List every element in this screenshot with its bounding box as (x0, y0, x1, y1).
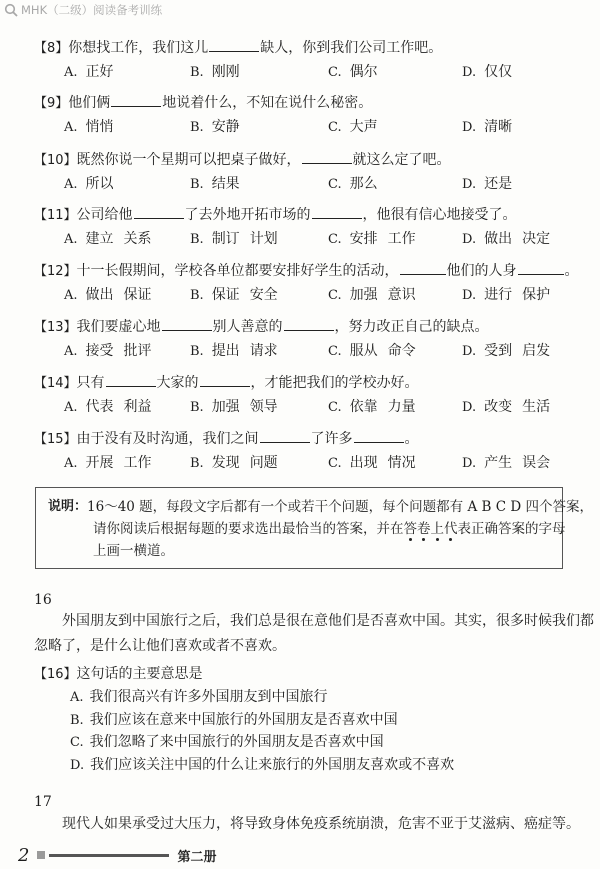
instructions-line: 请你阅读后根据每题的要求选出最恰当的答案，并在答卷上代表正确答案的字母 (93, 521, 566, 537)
question-9 (34, 92, 584, 137)
instructions-label: 说明： (48, 499, 88, 514)
option-a: A. 做出 保证 (64, 287, 152, 303)
option-a: A. 代表 利益 (64, 399, 152, 415)
answer-blank (111, 92, 161, 107)
stem-text: ，他很有信心地接受了。 (362, 207, 517, 223)
option-d: D. 进行 保护 (462, 287, 551, 303)
option-a: A. 所以 (64, 176, 114, 192)
option-b: B. 提出 请求 (190, 343, 278, 359)
stem-text: 了许多 (310, 431, 353, 447)
stem-text: 十一长假期间，学校各单位都要安排好学生的活动， (76, 263, 399, 279)
stem-text: 这句话的主要意思是 (76, 666, 203, 682)
answer-blank (302, 149, 352, 164)
answer-blank (106, 372, 156, 387)
option-d: D. 受到 启发 (462, 343, 551, 359)
stem-text: 。 (404, 431, 419, 447)
option-b: B. 加强 领导 (190, 399, 278, 415)
question-15 (34, 428, 584, 473)
option-a: A. 建立 关系 (64, 231, 152, 247)
answer-blank (162, 316, 212, 331)
question-number: 【16】 (34, 667, 77, 682)
option-b: B. 安静 (190, 119, 240, 135)
question-number: 【12】 (34, 264, 77, 279)
option-b: B. 发现 问题 (190, 455, 278, 471)
stem-text: 大家的 (156, 375, 199, 391)
question-number: 【8】 (34, 41, 69, 56)
passage-line: 忽略了，是什么让他们喜欢或者不喜欢。 (34, 638, 286, 654)
header-title: MHK（二级）阅读备考训练 (21, 3, 163, 17)
stem-text: 由于没有及时沟通，我们之间 (76, 431, 259, 447)
question-11 (34, 204, 584, 249)
stem-text: 了去外地开拓市场的 (184, 207, 311, 223)
stem-text: 我们要虚心地 (76, 319, 161, 335)
option-c: C. 那么 (328, 176, 378, 192)
option-c: C. 安排 工作 (328, 231, 416, 247)
stem-text: ，才能把我们的学校办好。 (250, 375, 419, 391)
option-a: A. 我们很高兴有许多外国朋友到中国旅行 (70, 689, 328, 705)
section-number: 17 (34, 794, 52, 810)
question-number: 【14】 (34, 376, 77, 391)
option-b: B. 保证 安全 (190, 287, 278, 303)
question-number: 【15】 (34, 432, 77, 447)
section-number: 16 (34, 592, 52, 608)
option-a: A. 开展 工作 (64, 455, 152, 471)
passage-17 (34, 812, 594, 837)
option-b: B. 制订 计划 (190, 231, 278, 247)
answer-blank (400, 260, 446, 275)
option-a: A. 正好 (64, 64, 114, 80)
search-logo-icon (4, 3, 18, 17)
question-16 (34, 664, 584, 775)
option-d: D. 清晰 (462, 119, 513, 135)
question-8 (34, 37, 584, 82)
answer-blank (518, 260, 564, 275)
question-number: 【11】 (34, 208, 77, 223)
option-a: A. 接受 批评 (64, 343, 152, 359)
instructions-line: 16～40 题，每段文字后都有一个或若干个问题，每个问题都有 A B C D 四个答案， (87, 499, 593, 515)
page-footer (18, 845, 216, 865)
stem-text: 。 (564, 263, 579, 279)
footer-rule (49, 854, 169, 857)
option-b: B. 结果 (190, 176, 240, 192)
option-d: D. 我们应该关注中国的什么让来旅行的外国朋友喜欢或不喜欢 (70, 756, 455, 773)
answer-blank (209, 37, 259, 52)
answer-blank (260, 428, 310, 443)
question-number: 【13】 (34, 320, 77, 335)
option-d: D. 还是 (462, 176, 513, 192)
answer-blank (134, 204, 184, 219)
footer-marker (37, 851, 45, 859)
stem-text: 公司给他 (76, 207, 133, 223)
option-b: B. 我们应该在意来中国旅行的外国朋友是否喜欢中国 (70, 711, 398, 728)
option-b: B. 刚刚 (190, 64, 240, 80)
stem-text: 缺人，你到我们公司工作吧。 (260, 40, 443, 56)
stem-text: 只有 (76, 375, 105, 391)
option-c: C. 加强 意识 (328, 287, 416, 303)
book-volume: 第二册 (177, 849, 217, 865)
question-12 (34, 260, 584, 305)
stem-text: 别人善意的 (212, 319, 283, 335)
stem-text: 他们的人身 (446, 263, 517, 279)
stem-text: 地说着什么，不知在说什么秘密。 (162, 95, 373, 111)
option-d: D. 产生 误会 (462, 455, 551, 471)
stem-text: 你想找工作，我们这儿 (68, 40, 209, 56)
stem-text: 他们俩 (68, 95, 111, 111)
passage-line: 外国朋友到中国旅行之后，我们总是很在意他们是否喜欢中国。其实，很多时候我们都 (62, 613, 594, 629)
option-c: C. 偶尔 (328, 64, 378, 80)
option-c: C. 大声 (328, 119, 378, 135)
answer-blank (312, 204, 362, 219)
question-number: 【9】 (34, 96, 69, 111)
stem-text: ，努力改正自己的缺点。 (334, 319, 489, 335)
question-number: 【10】 (34, 153, 77, 168)
option-d: D. 改变 生活 (462, 399, 551, 415)
page-number: 2 (18, 844, 30, 866)
question-14 (34, 372, 584, 417)
option-c: C. 出现 情况 (328, 455, 416, 471)
option-d: D. 仅仅 (462, 64, 513, 80)
option-c: C. 依靠 力量 (328, 399, 416, 415)
instructions-line: 上画一横道。 (93, 543, 174, 559)
question-13 (34, 316, 584, 361)
passage-line: 现代人如果承受过大压力，将导致身体免疫系统崩溃，危害不亚于艾滋病、癌症等。 (62, 816, 580, 832)
running-header (4, 2, 162, 18)
option-a: A. 悄悄 (64, 119, 114, 135)
stem-text: 既然你说一个星期可以把桌子做好， (76, 152, 301, 168)
option-d: D. 做出 决定 (462, 231, 551, 247)
option-c: C. 我们忽略了来中国旅行的外国朋友是否喜欢中国 (70, 734, 384, 750)
question-10 (34, 149, 584, 194)
answer-blank (200, 372, 250, 387)
option-c: C. 服从 命令 (328, 343, 416, 359)
instructions-box (35, 487, 593, 569)
emphasis-dots-text: 答卷上代 (403, 521, 458, 537)
passage-16 (34, 609, 594, 659)
stem-text: 就这么定了吧。 (352, 152, 451, 168)
answer-blank (284, 316, 334, 331)
answer-blank (354, 428, 404, 443)
